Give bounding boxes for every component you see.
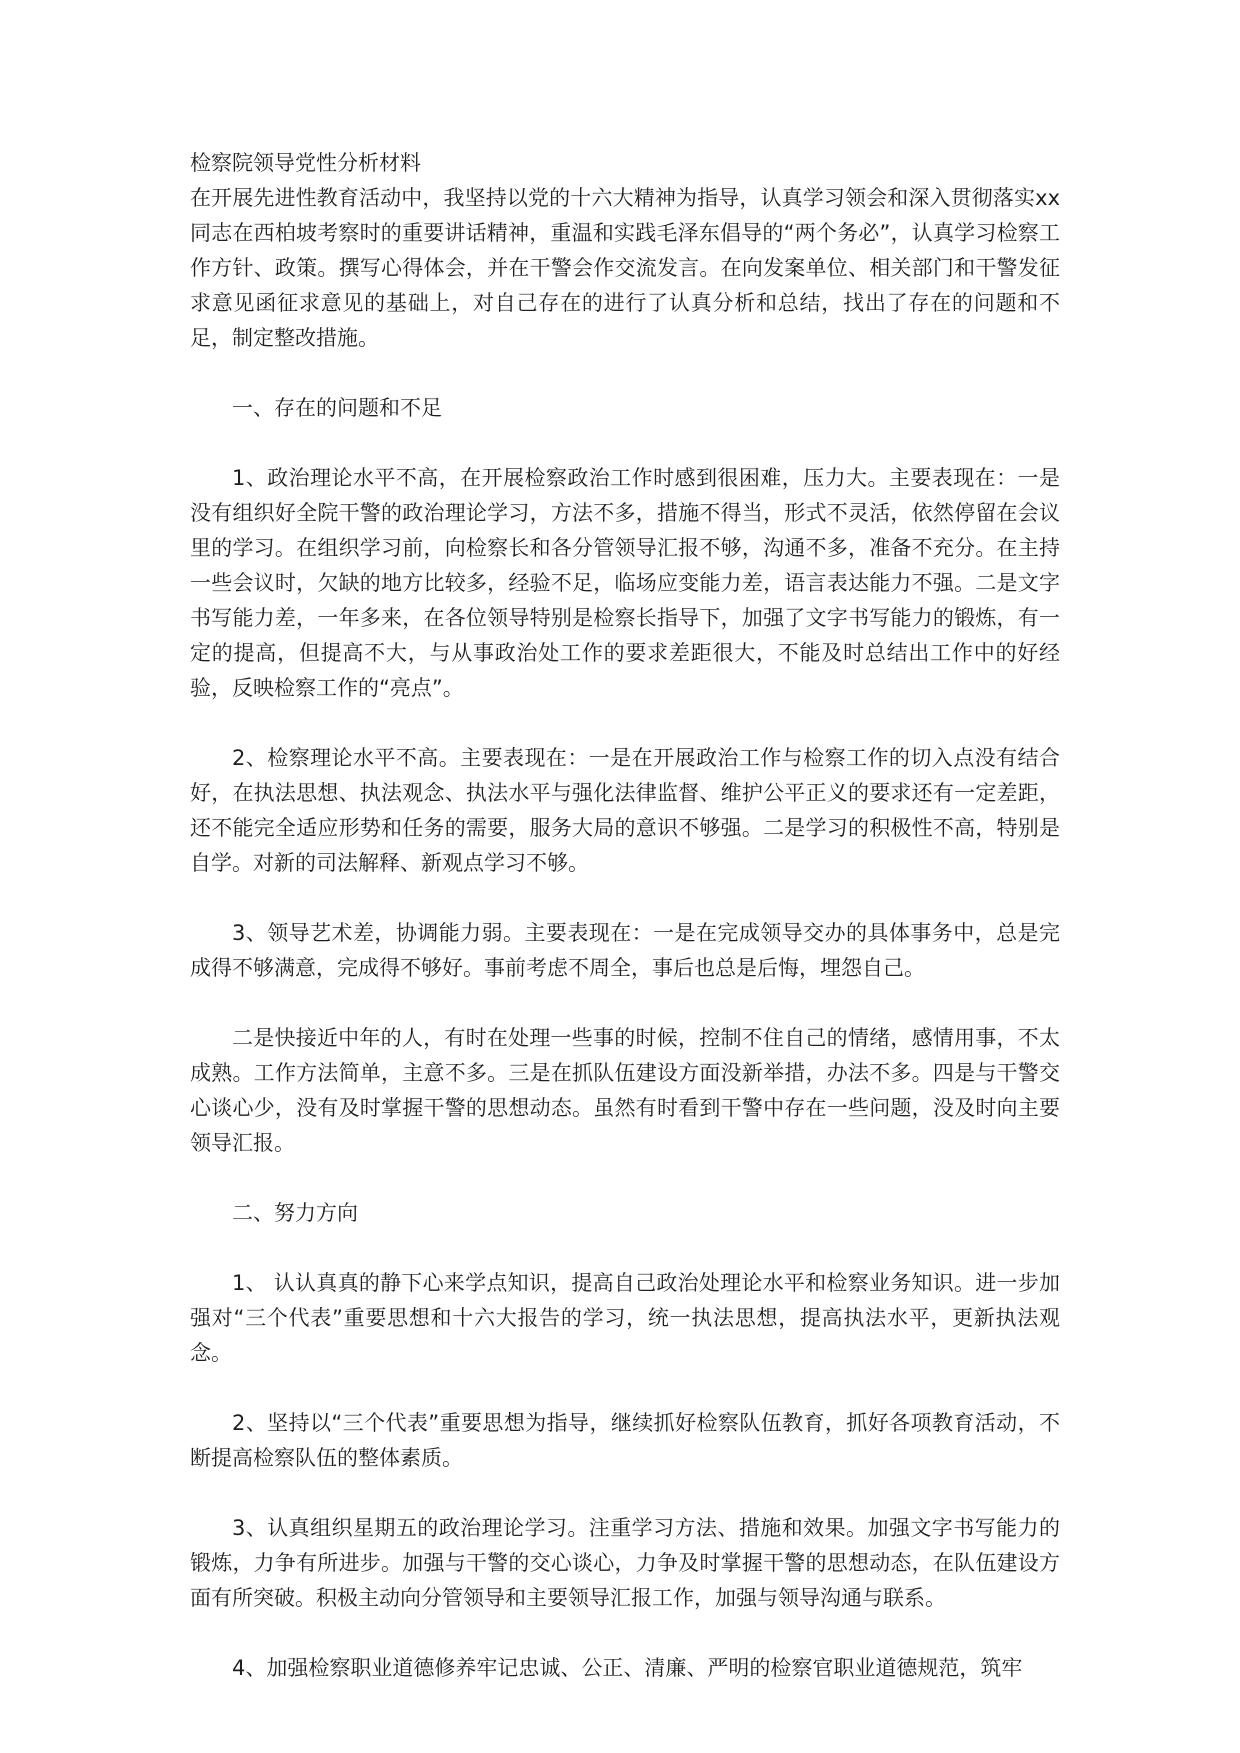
direction-paragraph-2: 2、坚持以“三个代表”重要思想为指导，继续抓好检察队伍教育，抓好各项教育活动，不断提高检察队伍的整体素质。 xyxy=(190,1411,1060,1470)
problem-paragraph-3: 3、领导艺术差，协调能力弱。主要表现在：一是在完成领导交办的具体事务中，总是完成得不够满意，完成得不够好。事前考虑不周全，事后也总是后悔，埋怨自己。 xyxy=(190,921,1060,980)
problem-paragraph-1: 1、政治理论水平不高，在开展检察政治工作时感到很困难，压力大。主要表现在：一是没有组织好全院干警的政治理论学习，方法不多，措施不得当，形式不灵活，依然停留在会议里的学习。在组织学习前，向检察长和各分管领导汇报不够，沟通不多，准备不充分。在主持一些会议时，欠缺的地方比较多，经验不足，临场应变能力差，语言表达能力不强。二是文字书写能力差，一年多来，在各位领导特别是检察长指导下，加强了文字书写能力的锻炼，有一定的提高，但提高不大，与从事政治处工作的要求差距很大，不能及时总结出工作中的好经验，反映检察工作的“亮点”。 xyxy=(190,466,1060,700)
document-body xyxy=(190,146,1060,1686)
direction-paragraph-3: 3、认真组织星期五的政治理论学习。注重学习方法、措施和效果。加强文字书写能力的锻炼，力争有所进步。加强与干警的交心谈心，力争及时掌握干警的思想动态，在队伍建设方面有所突破。积极主动向分管领导和主要领导汇报工作，加强与领导沟通与联系。 xyxy=(190,1516,1060,1610)
problem-paragraph-2: 2、检察理论水平不高。主要表现在：一是在开展政治工作与检察工作的切入点没有结合好，在执法思想、执法观念、执法水平与强化法律监督、维护公平正义的要求还有一定差距，还不能完全适应形势和任务的需要，服务大局的意识不够强。二是学习的积极性不高，特别是自学。对新的司法解释、新观点学习不够。 xyxy=(190,746,1060,875)
section-heading-direction: 二、努力方向 xyxy=(232,1201,358,1225)
problem-paragraph-4: 二是快接近中年的人，有时在处理一些事的时候，控制不住自己的情绪，感情用事，不太成熟。工作方法简单，主意不多。三是在抓队伍建设方面没新举措，办法不多。四是与干警交心谈心少，没有及时掌握干警的思想动态。虽然有时看到干警中存在一些问题，没及时向主要领导汇报。 xyxy=(190,1026,1060,1155)
direction-paragraph-4: 4、加强检察职业道德修养牢记忠诚、公正、清廉、严明的检察官职业道德规范，筑牢 xyxy=(232,1656,1023,1680)
intro-paragraph: 在开展先进性教育活动中，我坚持以党的十六大精神为指导，认真学习领会和深入贯彻落实xx同志在西柏坡考察时的重要讲话精神，重温和实践毛泽东倡导的“两个务必”，认真学习检察工作方针、政策。撰写心得体会，并在干警会作交流发言。在向发案单位、相关部门和干警发征求意见函征求意见的基础上，对自己存在的进行了认真分析和总结，找出了存在的问题和不足，制定整改措施。 xyxy=(190,186,1060,350)
direction-paragraph-1: 1、 认认真真的静下心来学点知识，提高自己政治处理论水平和检察业务知识。进一步加强对“三个代表”重要思想和十六大报告的学习，统一执法思想，提高执法水平，更新执法观念。 xyxy=(190,1271,1060,1365)
document-title: 检察院领导党性分析材料 xyxy=(190,151,421,175)
section-heading-problems: 一、存在的问题和不足 xyxy=(232,396,442,420)
